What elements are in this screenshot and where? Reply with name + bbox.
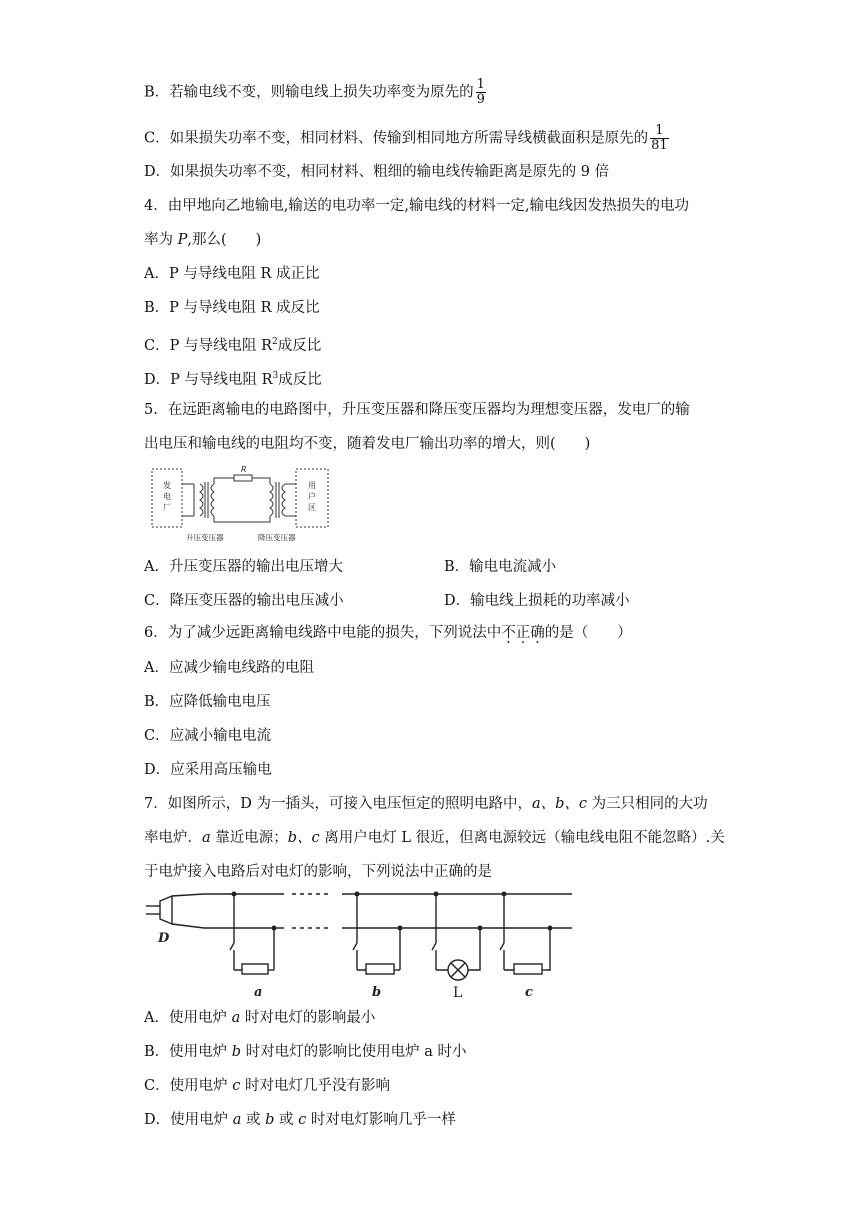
heater-a-label: a (254, 985, 263, 1000)
step-down-transformer-label: 降压变压器 (258, 533, 296, 542)
q3-option-d: D．如果损失功率不变，相同材料、粗细的输电线传输距离是原先的 9 倍 (144, 164, 610, 180)
q7-option-a: A．使用电炉 a 时对电灯的影响最小 (144, 1010, 376, 1026)
q7-option-b: B．使用电炉 b 时对电灯的影响比使用电炉 a 时小 (144, 1044, 467, 1060)
q3-option-b (144, 78, 486, 107)
resistor (234, 475, 252, 481)
q5-option-a: A．升压变压器的输出电压增大 (144, 559, 343, 575)
q3-option-c-text: C．如果损失功率不变，相同材料、传输到相同地方所需导线横截面积是原先的 (144, 130, 649, 147)
q3-option-c (144, 124, 669, 153)
q3-option-c-fraction: $\frac{1}{81}$ (651, 123, 668, 153)
q4-option-d: D．P 与导线电阻 $R^3$成反比 (144, 371, 322, 388)
household-circuit-diagram (142, 888, 582, 1000)
user-area-label-1: 用 (308, 481, 316, 490)
q3-option-b-fraction: $\frac{1}{9}$ (476, 77, 485, 107)
power-plant-label-2: 电 (163, 492, 171, 501)
heater-b (366, 964, 394, 974)
heater-c-label: c (525, 985, 533, 1000)
q5-option-b: B．输电电流减小 (444, 559, 557, 575)
q3-option-b-text: B．若输电线不变，则输电线上损失功率变为原先的 (144, 84, 474, 101)
q4-option-b: B．P 与导线电阻 R 成反比 (144, 300, 320, 316)
transmission-circuit-diagram (148, 464, 338, 544)
plug-label: D (158, 931, 170, 946)
q7-stem-line3: 于电炉接入电路后对电灯的影响，下列说法中正确的是 (144, 864, 492, 880)
q6-option-b: B．应降低输电电压 (144, 694, 271, 710)
q7-stem-line2: 率电炉．a 靠近电源；b、c 离用户电灯 L 很近，但离电源较远（输电线电阻不能忽略）.关 (144, 830, 725, 846)
q5-option-d: D．输电线上损耗的功率减小 (444, 593, 630, 609)
q7-option-d: D．使用电炉 a 或 b 或 c 时对电灯影响几乎一样 (144, 1112, 456, 1128)
user-area-label-3: 区 (308, 503, 316, 512)
q6-option-a: A．应减少输电线路的电阻 (144, 660, 314, 676)
q5-stem-line2: 出电压和输电线的电阻均不变，随着发电厂输出功率的增大，则( ) (144, 436, 591, 452)
q4-option-a: A．P 与导线电阻 R 成正比 (144, 266, 320, 282)
emphasis-char-3: 确 (530, 625, 545, 641)
q6-option-d: D．应采用高压输电 (144, 762, 272, 778)
q4-option-c: C．P 与导线电阻 $R^2$成反比 (144, 337, 322, 354)
q5-stem-line1: 5．在远距离输电的电路图中，升压变压器和降压变压器均为理想变压器，发电厂的输 (144, 402, 690, 418)
lamp-label: L (453, 985, 463, 1000)
q4-stem-line1: 4．由甲地向乙地输电,输送的电功率一定,输电线的材料一定,输电线因发热损失的电功 (144, 198, 690, 214)
power-plant-label-3: 厂 (163, 503, 171, 512)
q4-stem-line2: 率为 P,那么( ) (144, 232, 262, 248)
resistor-label: R (241, 465, 247, 474)
heater-c (514, 964, 542, 974)
heater-a (242, 964, 268, 974)
emphasis-char-2: 正 (515, 625, 531, 641)
q7-stem-line1: 7．如图所示，D 为一插头，可接入电压恒定的照明电路中，a、b、c 为三只相同的大功 (144, 796, 708, 812)
heater-b-label: b (372, 985, 382, 1000)
user-area-label-2: 户 (308, 492, 316, 501)
q5-option-c: C．降压变压器的输出电压减小 (144, 593, 344, 609)
power-plant-label-1: 发 (163, 481, 171, 490)
emphasis-char-1: 不 (501, 625, 516, 641)
q6-stem: 6．为了减少远距离输电线路中电能的损失，下列说法中不正确的是（ ） (144, 625, 632, 641)
q7-option-c: C．使用电炉 c 时对电灯几乎没有影响 (144, 1078, 390, 1094)
step-up-transformer-label: 升压变压器 (186, 533, 224, 542)
q6-option-c: C．应减小输电电流 (144, 728, 272, 744)
